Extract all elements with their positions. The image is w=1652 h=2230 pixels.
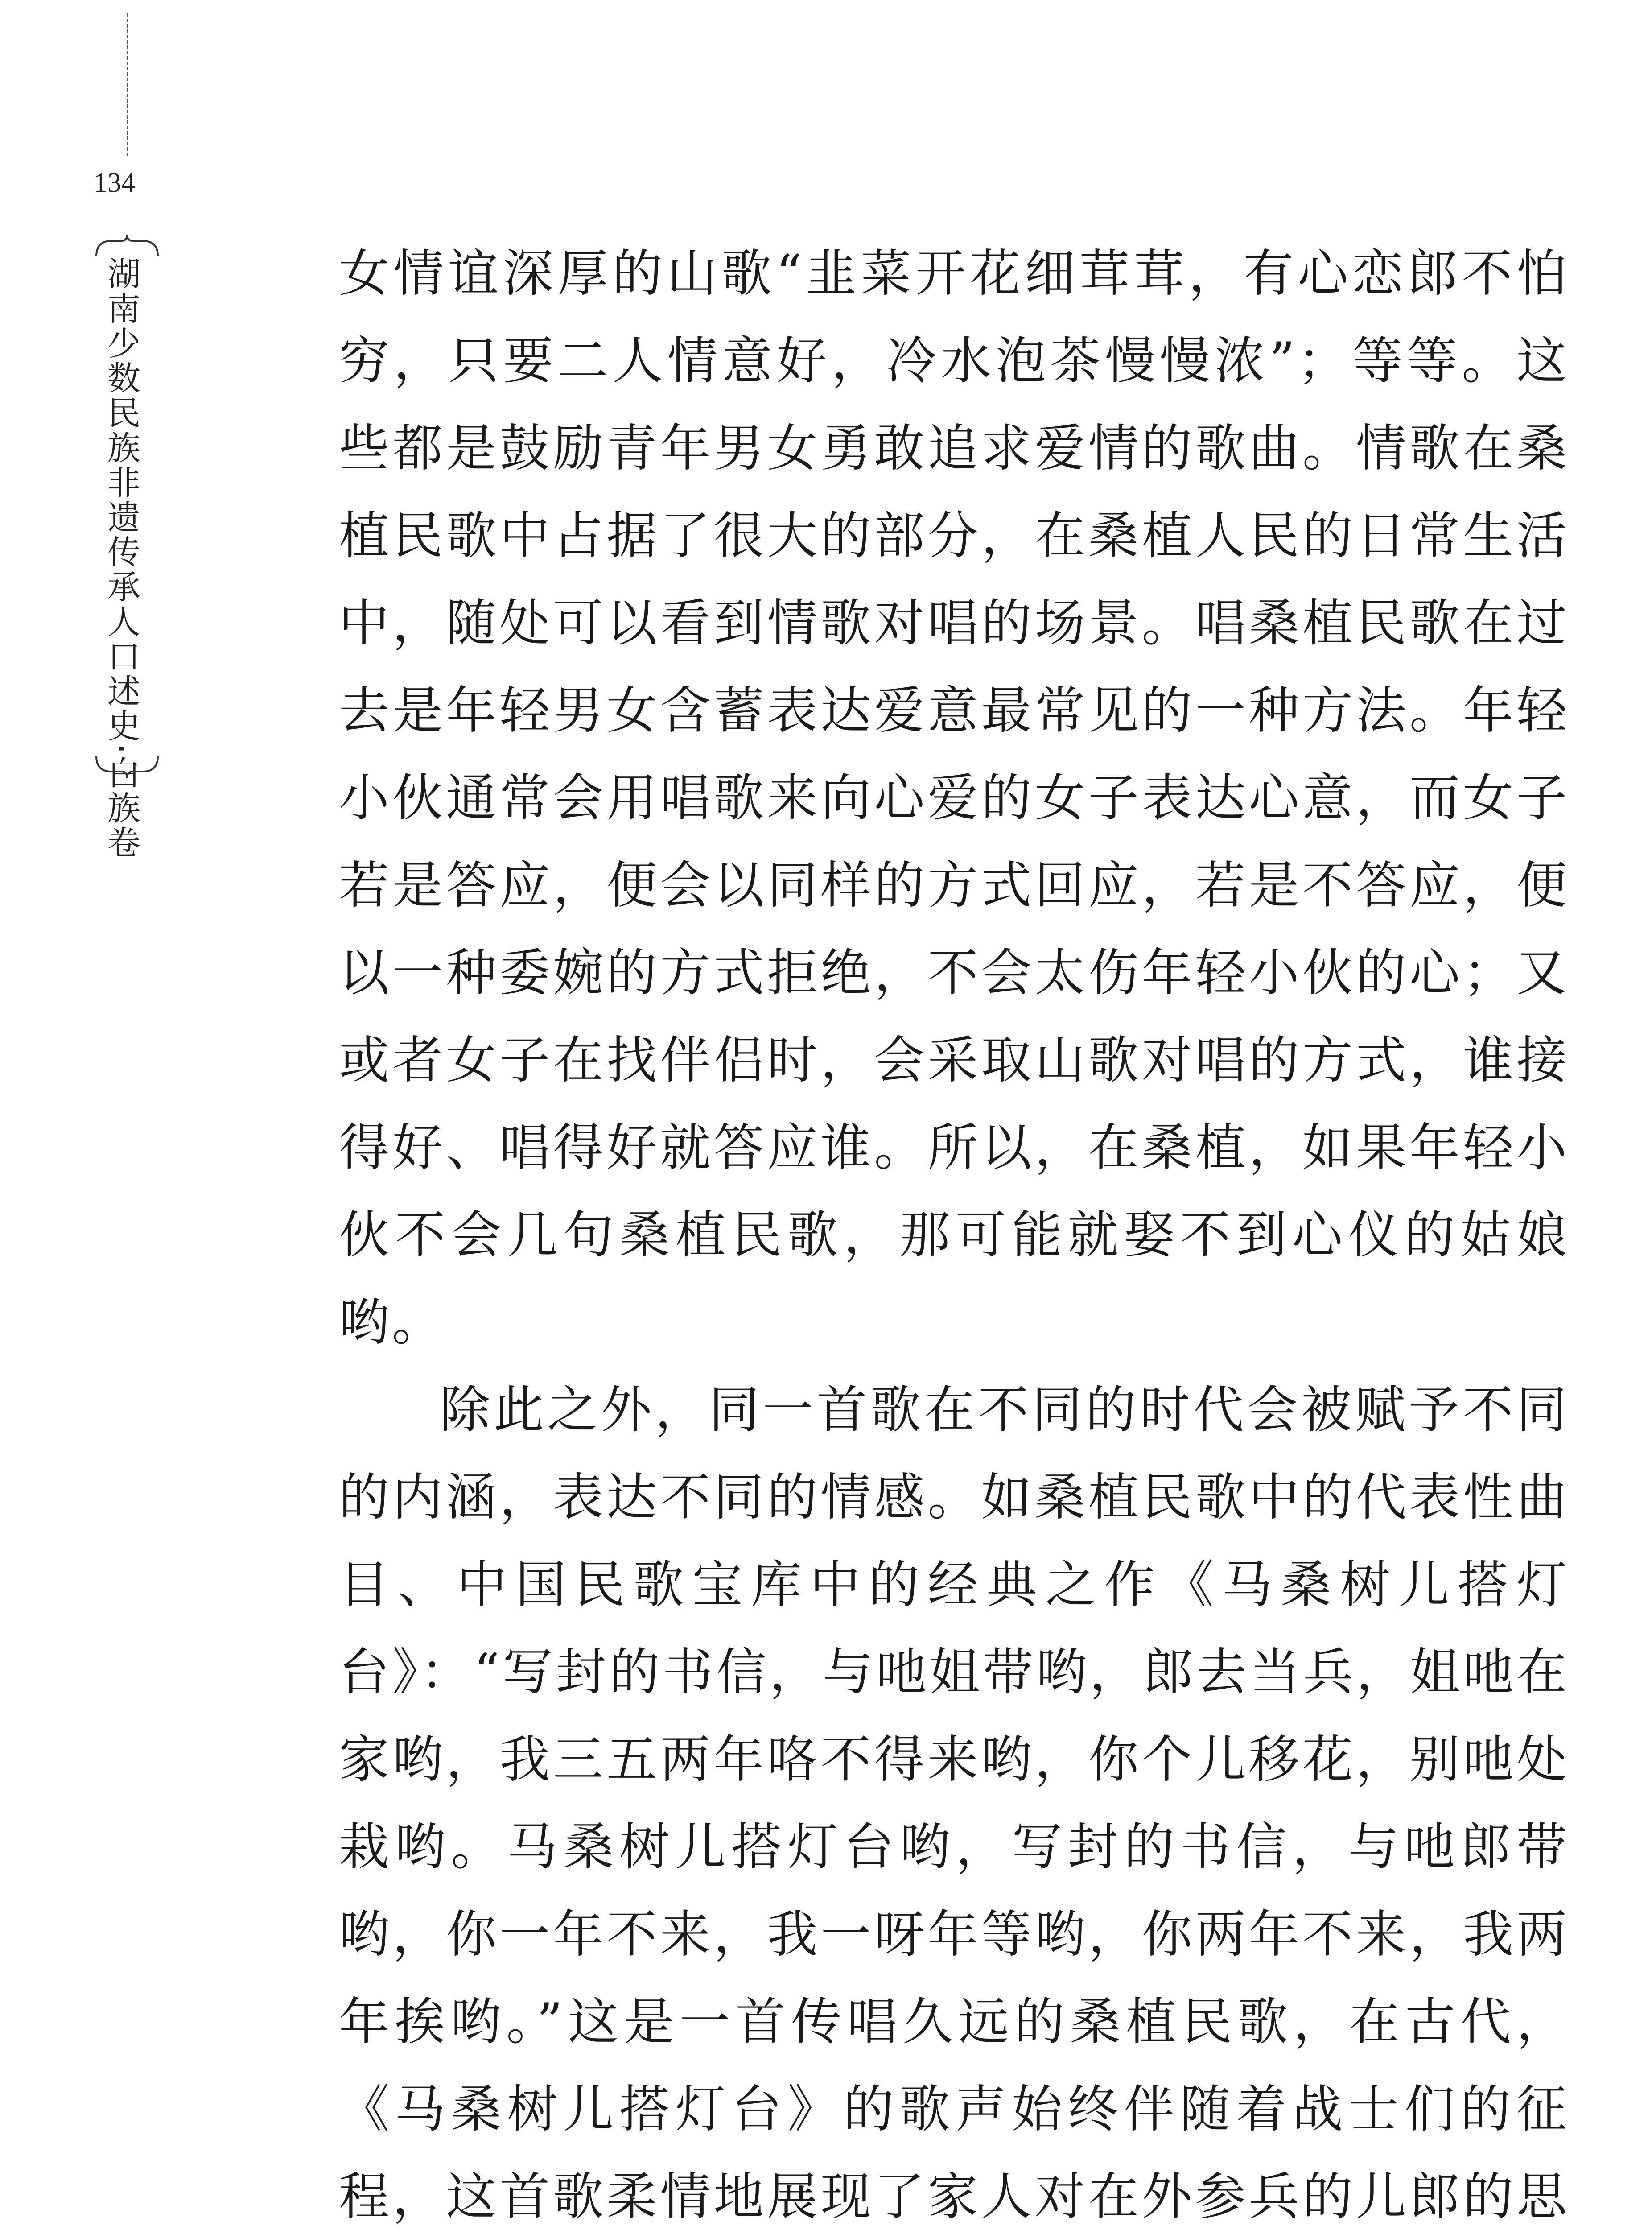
page-number: 134: [94, 168, 135, 198]
running-book-title: 湖南少数民族非遗传承人口述史·白族卷: [102, 256, 140, 860]
paragraph-continued: 女情谊深厚的山歌“韭菜开花细茸茸，有心恋郎不怕穷，只要二人情意好，冷水泡茶慢慢浓”；等等。这些都是鼓励青年男女勇敢追求爱情的歌曲。情歌在桑植民歌中占据了很大的部分，在桑植人民的日常生活中，随处可以看到情歌对唱的场景。唱桑植民歌在过去是年轻男女含蓄表达爱意最常见的一种方法。年轻小伙通常会用唱歌来向心爱的女子表达心意，而女子若是答应，便会以同样的方式回应，若是不答应，便以一种委婉的方式拒绝，不会太伤年轻小伙的心；又或者女子在找伴侣时，会采取山歌对唱的方式，谁接得好、唱得好就答应谁。所以，在桑植，如果年轻小伙不会几句桑植民歌，那可能就娶不到心仪的姑娘哟。: [339, 244, 1570, 1352]
paragraph-song-meaning: 除此之外，同一首歌在不同的时代会被赋予不同的内涵，表达不同的情感。如桑植民歌中的代表性曲目、中国民歌宝库中的经典之作《马桑树儿搭灯台》：“写封的书信，与吔姐带哟，郎去当兵，姐吔在家哟，我三五两年咯不得来哟，你个儿移花，别吔处栽哟。马桑树儿搭灯台哟，写封的书信，与吔郎带哟，你一年不来，我一呀年等哟，你两年不来，我两年挨哟。”这是一首传唱久远的桑植民歌，在古代，《马桑树儿搭灯台》的歌声始终伴随着战士们的征程，这首歌柔情地展现了家人对在外参兵的儿郎的思: [339, 1380, 1570, 2226]
margin-dashed-rule: [127, 13, 128, 156]
body-text: [223, 230, 1570, 2230]
title-bracket-bottom: [94, 754, 161, 780]
title-bracket-top: [94, 232, 161, 259]
